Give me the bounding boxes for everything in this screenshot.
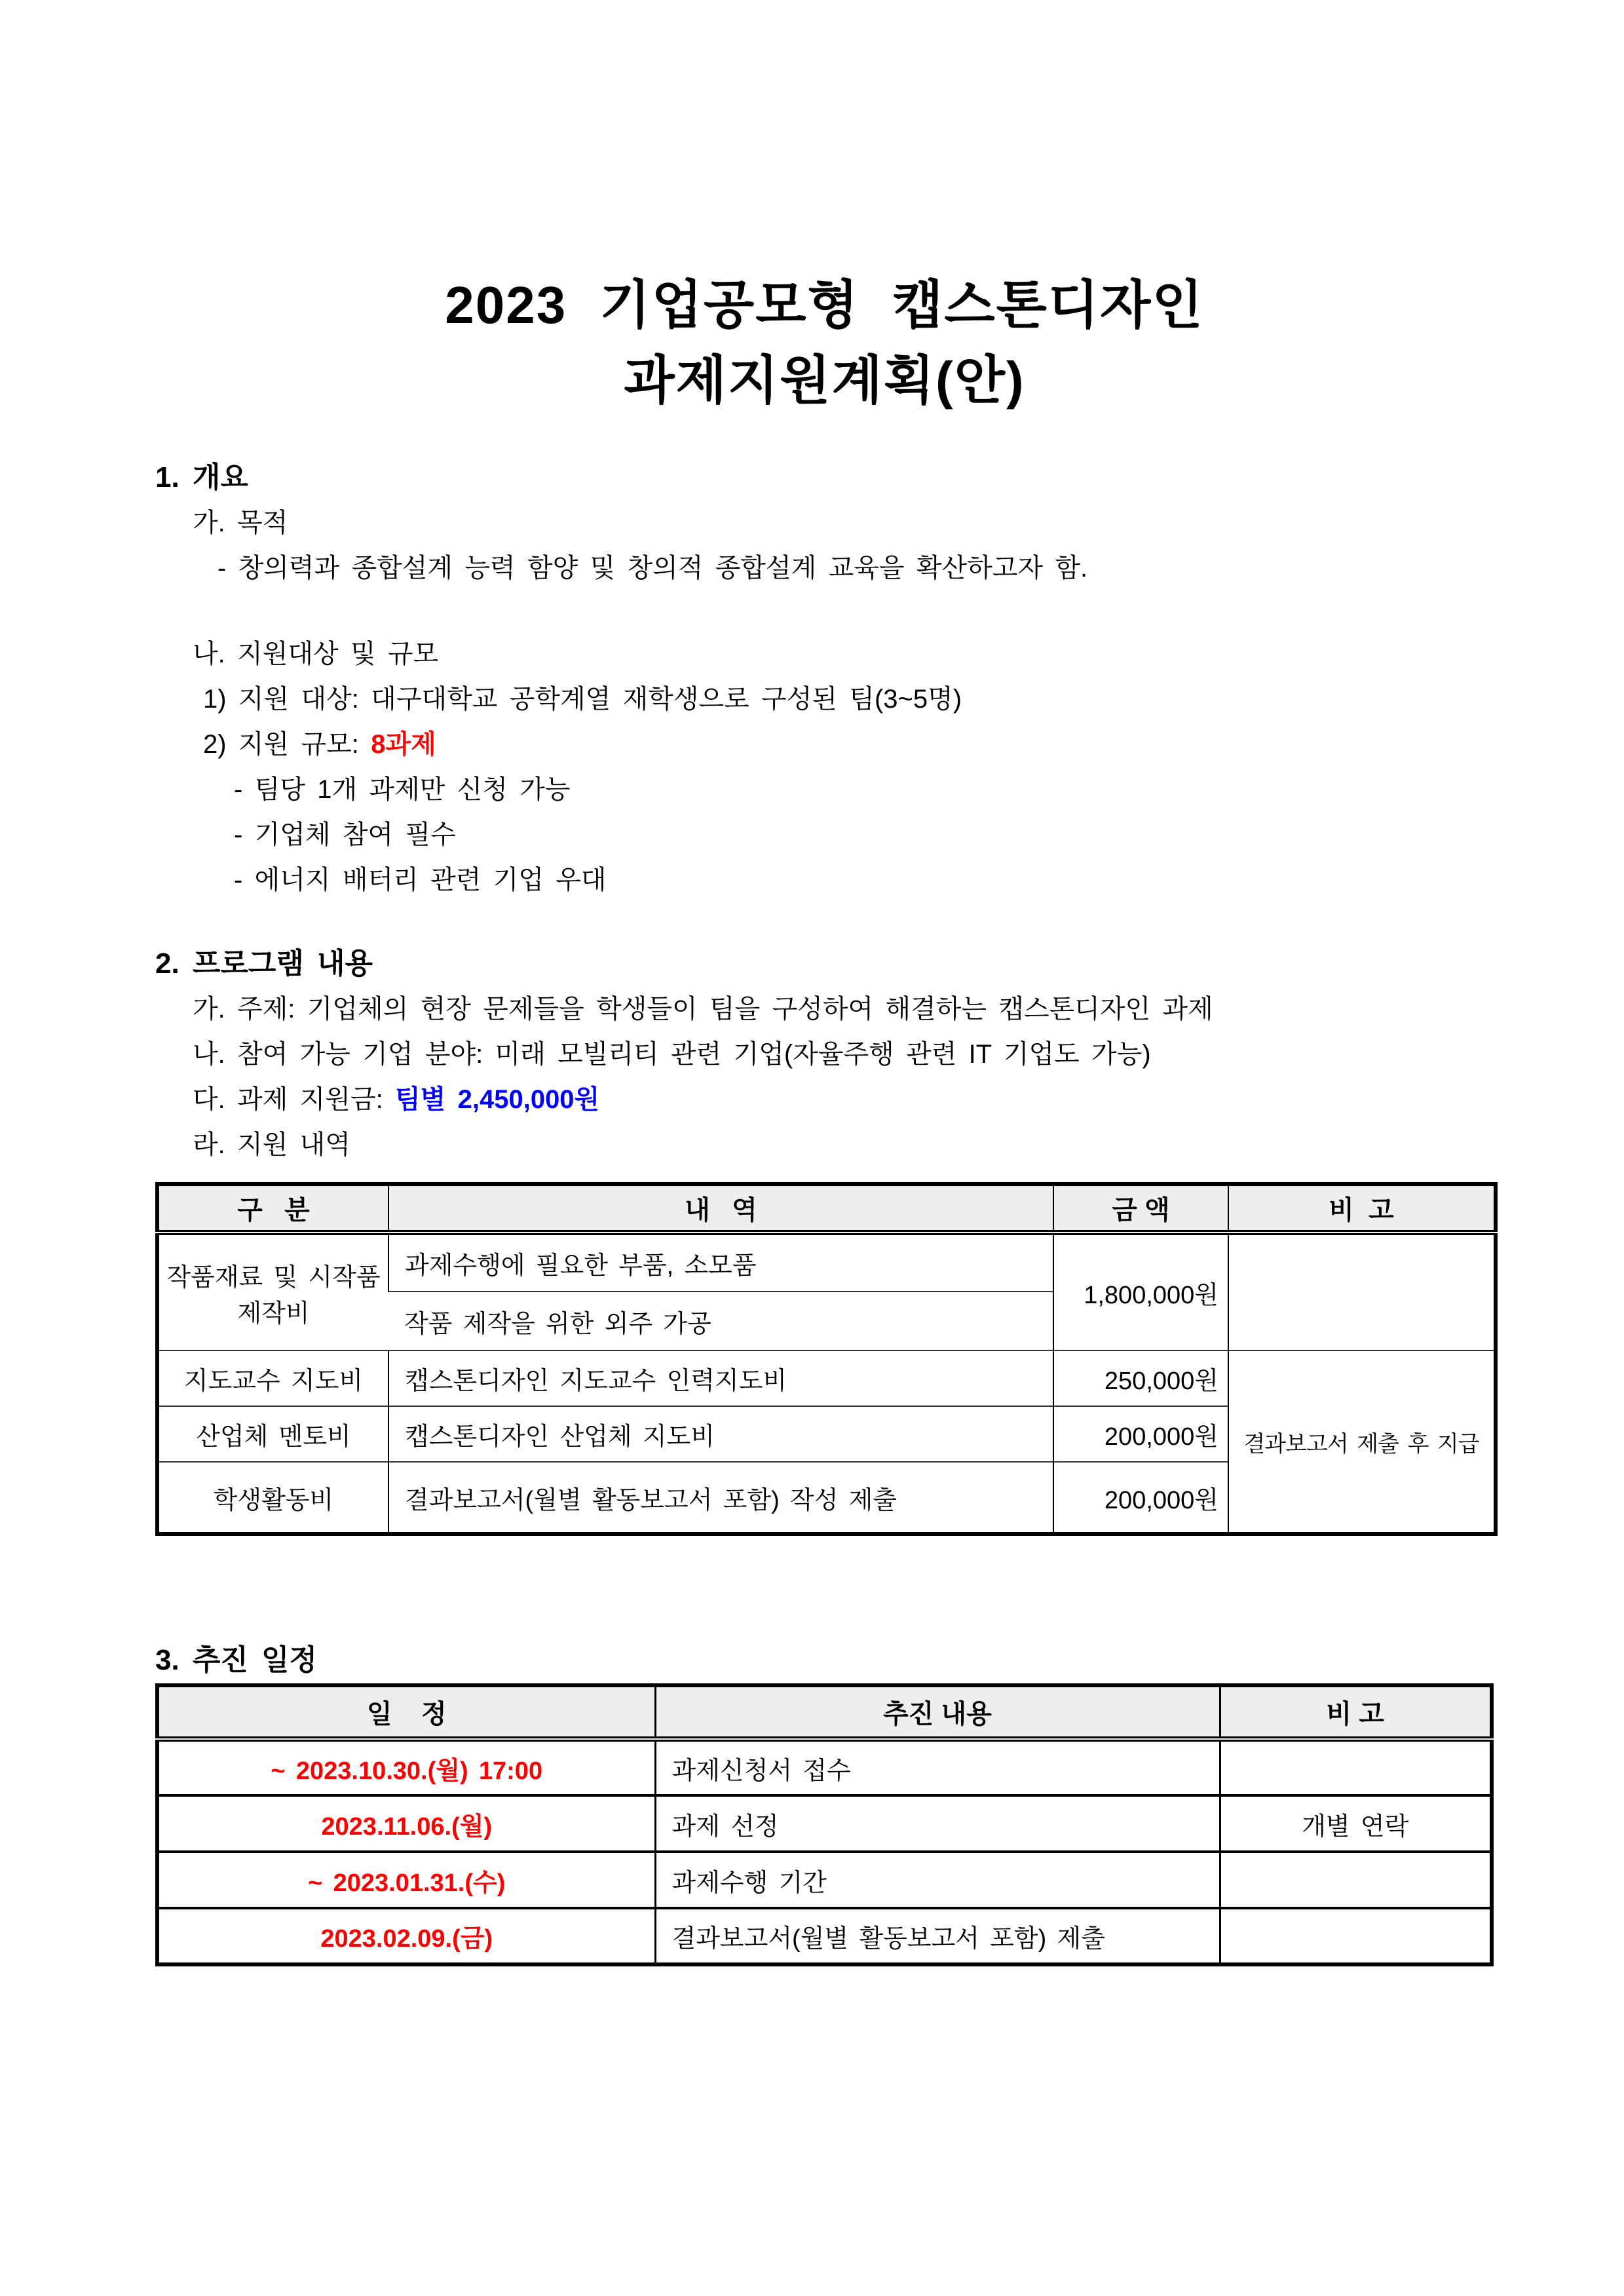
support-header-category: 구 분 [157,1184,388,1233]
schedule-row3-content: 과제수행 기간 [655,1852,1220,1908]
support-table-header-row [157,1184,1496,1233]
section1-b-item2 [155,722,1494,767]
section3-heading: 3. 추진 일정 [155,1644,318,1676]
table-row [157,1233,1496,1292]
section1-b-item2-sub3: - 에너지 배터리 관련 기업 우대 [234,866,607,894]
schedule-header-note: 비 고 [1220,1685,1492,1739]
support-header-note: 비 고 [1228,1184,1496,1233]
table-row [157,1908,1492,1964]
schedule-header-content: 추진 내용 [655,1685,1220,1739]
support-row4-category: 학생활동비 [157,1462,388,1534]
support-breakdown-table [155,1182,1498,1536]
support-row2-amount: 250,000원 [1053,1350,1228,1406]
schedule-header-date: 일 정 [157,1685,655,1739]
section1-b-item2-sub1: - 팀당 1개 과제만 신청 가능 [234,775,571,804]
schedule-table-header-row [157,1685,1492,1739]
spacer [155,591,1494,632]
table-row [157,1852,1492,1908]
support-row1-amount: 1,800,000원 [1053,1233,1228,1350]
spacer [155,903,1494,941]
schedule-row3-date: ~ 2023.01.31.(수) [157,1852,655,1908]
table-row [157,1795,1492,1852]
support-row2-category: 지도교수 지도비 [157,1350,388,1406]
support-row3-detail: 캡스톤디자인 산업체 지도비 [388,1406,1053,1462]
support-row1-detail-top: 과제수행에 필요한 부품, 소모품 [388,1233,1053,1292]
schedule-row2-note: 개별 연락 [1220,1795,1492,1852]
schedule-row4-date: 2023.02.09.(금) [157,1908,655,1964]
schedule-row1-content: 과제신청서 접수 [655,1739,1220,1795]
support-header-detail: 내 역 [388,1184,1053,1233]
support-row3-category: 산업체 멘토비 [157,1406,388,1462]
title-line-2: 과제지원계획(안) [624,351,1025,410]
section1-b-item1: 1) 지원 대상: 대구대학교 공학계열 재학생으로 구성된 팀(3~5명) [203,685,962,714]
support-row3-amount: 200,000원 [1053,1406,1228,1462]
schedule-row1-date: ~ 2023.10.30.(월) 17:00 [157,1739,655,1795]
item-c-prefix: 다. 과제 지원금: [193,1085,396,1114]
support-row2-detail: 캡스톤디자인 지도교수 인력지도비 [388,1350,1053,1406]
b-item2-highlight: 8과제 [371,730,436,759]
section2-item-a: 가. 주제: 기업체의 현장 문제들을 학생들이 팀을 구성하여 해결하는 캡스톤디자인 과제 [193,995,1213,1024]
title-line-1: 2023 기업공모형 캡스톤디자인 [445,276,1204,334]
support-row1-category: 작품재료 및 시작품제작비 [157,1233,388,1350]
section2-item-d: 라. 지원 내역 [193,1130,350,1159]
support-row4-amount: 200,000원 [1053,1462,1228,1534]
support-header-amount: 금 액 [1053,1184,1228,1233]
support-row4-detail: 결과보고서(월별 활동보고서 포함) 작성 제출 [388,1462,1053,1534]
schedule-row3-note [1220,1852,1492,1908]
schedule-row4-note [1220,1908,1492,1964]
item-c-highlight: 팀별 2,450,000원 [395,1085,600,1114]
support-merged-note: 결과보고서 제출 후 지급 [1228,1350,1496,1534]
support-row1-detail-bottom: 작품 제작을 위한 외주 가공 [388,1292,1053,1350]
section1-b-item2-sub2: - 기업체 참여 필수 [234,820,456,849]
b-item2-prefix: 2) 지원 규모: [203,730,371,759]
section1-sub-b-label: 나. 지원대상 및 규모 [193,640,439,668]
schedule-table [155,1683,1494,1966]
section2-heading: 2. 프로그램 내용 [155,947,373,980]
schedule-row2-content: 과제 선정 [655,1795,1220,1852]
table-row [157,1739,1492,1795]
document-title [155,267,1494,418]
support-row1-note-empty [1228,1233,1496,1350]
schedule-row1-note [1220,1739,1492,1795]
section2-item-b: 나. 참여 가능 기업 분야: 미래 모빌리티 관련 기업(자율주행 관련 IT 기업도 가능) [193,1040,1151,1069]
table-row [157,1350,1496,1406]
section1-sub-a-item: - 창의력과 종합설계 능력 함양 및 창의적 종합설계 교육을 확산하고자 함. [217,554,1088,583]
schedule-row2-date: 2023.11.06.(월) [157,1795,655,1852]
section2-item-c [155,1077,1494,1122]
schedule-row4-content: 결과보고서(월별 활동보고서 포함) 제출 [655,1908,1220,1964]
section1-sub-a-label: 가. 목적 [193,508,288,537]
section1-heading: 1. 개요 [155,461,248,493]
